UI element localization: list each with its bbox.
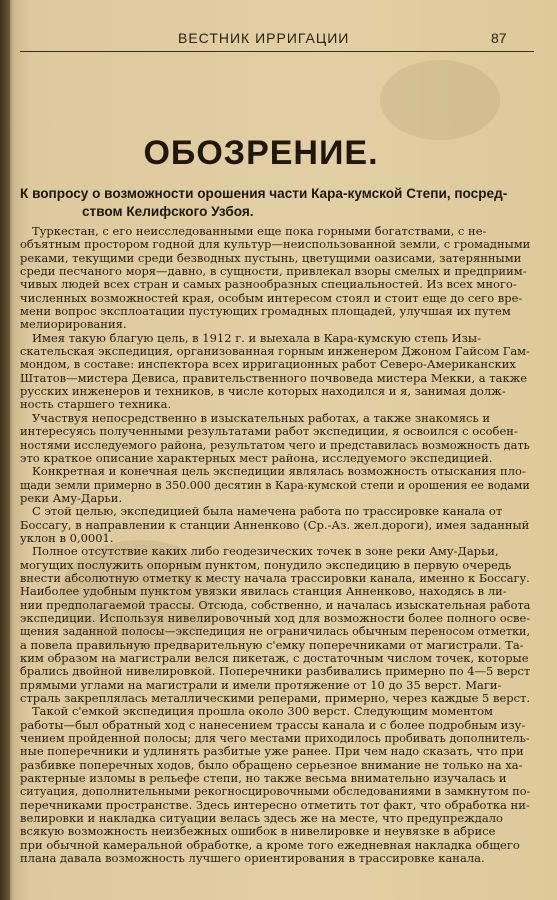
paragraph-line: плана давала возможность лучшего ориентирования в трассировке канала.: [20, 851, 485, 866]
paragraph-line: щения заданной полосы—экспедиция не ограничилась обычным переносом отметки,: [20, 624, 531, 639]
paragraph-line: страль закреплялась металлическими реперами, примерно, через каждые 5 верст.: [20, 691, 531, 706]
paragraph-line: прямыми углами на магистрали и имели протяжение от 10 до 35 верст. Маги-: [20, 677, 502, 692]
paragraph-line: Полное отсутствие каких либо геодезических точек в зоне реки Аму-Дарьи,: [32, 544, 499, 559]
paragraph-line: Участвуя непосредственно в изыскательных работах, а также знакомясь и: [32, 410, 491, 425]
paragraph-line: при обычной камеральной обработке, а кроме того ежедневная накладка общего: [20, 837, 520, 852]
paragraph-line: Туркестан, с его неисследованными еще пока горными богатствами, с не-: [32, 224, 487, 238]
running-header: [0, 30, 557, 52]
paragraph-line: разбивке поперечных ходов, было обращено серьезное внимание не только на ха-: [20, 757, 523, 772]
paragraph-line: мелиорирования.: [20, 317, 127, 332]
paragraph-line: объятным простором годной для культур—неиспользованной земли, с громадными: [20, 237, 531, 252]
paragraph-line: С этой целью, экспедицией была намечена работа по трассировке канала от: [32, 504, 503, 519]
paragraph-line: скательская экспедиция, организованная горным инженером Джоном Гайсом Гам-: [20, 344, 530, 359]
page-number: 87: [491, 30, 507, 46]
paragraph-line: русских инженеров и техников, в числе которых находился и я, занимая долж-: [20, 384, 506, 399]
paragraph-line: внести абсолютную отметку к месту начала трассировки канала, именно к Боссагу.: [20, 570, 530, 585]
paragraph-line: реки Аму-Дарьи.: [20, 490, 123, 505]
article-title-line: ством Келифского Узбоя.: [82, 204, 254, 219]
paragraph-line: работы—был обратный ход с нанесением трассы канала и с более подробным изу-: [20, 717, 526, 732]
header-rule: [20, 51, 534, 52]
paragraph-line: реками, текущими среди безводных пустынь, цветущими оазисами, затерянными: [20, 250, 522, 265]
paragraph-line: Штатов—мистера Девиса, правительственного почвоведа мистера Мекки, а также: [20, 370, 528, 385]
paragraph-line: экспедиции. Используя нивелировочный ход для возможности более полного осве-: [20, 610, 531, 625]
paragraph-line: это краткое описание характерных мест района, исследуемого экспедицией.: [20, 450, 493, 465]
paragraph-line: ные поперечники и удлинять разбитые уже ранее. При чем надо сказать, что при: [20, 744, 524, 759]
paragraph-line: а повела правильную предварительную с'емку поперечниками от магистрали. Та-: [20, 637, 524, 652]
paragraph-line: всякую возможность неизбежных ошибок в нивелировке и неувязке в абрисе: [20, 824, 496, 839]
paragraph-line: уклон в 0,0001.: [20, 530, 114, 545]
article-title: [20, 185, 532, 221]
paragraph-line: перечниками пространстве. Здесь интересно отметить тот факт, что обработка ни-: [20, 797, 530, 812]
paper-stain: [380, 60, 500, 140]
paragraph-line: щади земли примерно в 350.000 десятин в Кара-кумской степи и орошения ее водами: [20, 477, 530, 492]
paragraph-line: чением пройденной полосы; для чего местами приходилось пробивать дополнитель-: [20, 731, 530, 746]
paragraph-line: могущих послужить опорным пунктом, понудило экспедицию в первую очередь: [20, 557, 512, 572]
article-title-line: К вопросу о возможности орошения части Кара-кумской Степи, посред-: [20, 186, 508, 201]
paragraph-line: ким образом на магистрали велся пикетаж, с достаточным числом точек, которые: [20, 651, 529, 665]
paragraph-line: Такой с'емкой экспедиция прошла около 300 верст. Следующим моментом: [32, 704, 493, 719]
article-body: [20, 225, 530, 866]
section-title: ОБОЗРЕНИЕ.: [143, 134, 379, 172]
running-title: ВЕСТНИК ИРРИГАЦИИ: [178, 30, 350, 46]
paragraph-line: среди песчаного моря—давно, в сущности, привлекал взоры смелых и предприим-: [20, 264, 527, 279]
paragraph-line: ностями исследуемого района, результатом чего и представилась возможность дать: [20, 437, 530, 452]
paragraph-line: Наиболее удобным пунктом увязки явилась станция Анненково, находясь в ли-: [20, 584, 507, 599]
paragraph-line: мондом, в составе: инспектора всех ирригационных работ Северо-Американских: [20, 357, 516, 372]
paragraph-line: велировки и накладка ситуации велась здесь же на месте, что предупреждало: [20, 811, 503, 826]
paragraph-line: брались двойной нивелировкой. Поперечники разбивались примерно по 4—5 верст: [20, 664, 531, 679]
paragraph-line: Конкретная и конечная цель экспедиции являлась возможность отыскания пло-: [32, 464, 526, 479]
paragraph-line: нии предполагаемой трассы. Отсюда, собственно, и началась изыскательная работа: [20, 597, 531, 612]
paragraph-line: Боссагу, в направлении к станции Анненково (Ср.-Аз. жел.дороги), имея заданный: [20, 517, 530, 532]
paragraph-line: ситуация, дополнительными рекогносцировочными обследованиями в замкнутом по-: [20, 784, 531, 799]
paragraph-line: чивых людей всех стран и самых разнообразных специальностей. Из всех много-: [20, 277, 517, 292]
paragraph-line: мени вопрос эксплоатации пустующих громадных площадей, улучшая их путем: [20, 304, 511, 319]
paragraph-line: интересуясь полученными результатами работ экспедиции, я освоился с особен-: [20, 424, 518, 439]
paragraph-line: Имея такую благую цель, в 1912 г. и выехала в Кара-кумскую степь Изы-: [32, 330, 481, 345]
paragraph-line: численных возможностей края, особым интересом стоял и стоит еще до сего вре-: [20, 290, 523, 305]
paragraph-line: ность старшего техника.: [20, 397, 172, 412]
paragraph-line: рактерные изломы в рельефе степи, но также весьма внимательно изучалась и: [20, 771, 507, 786]
